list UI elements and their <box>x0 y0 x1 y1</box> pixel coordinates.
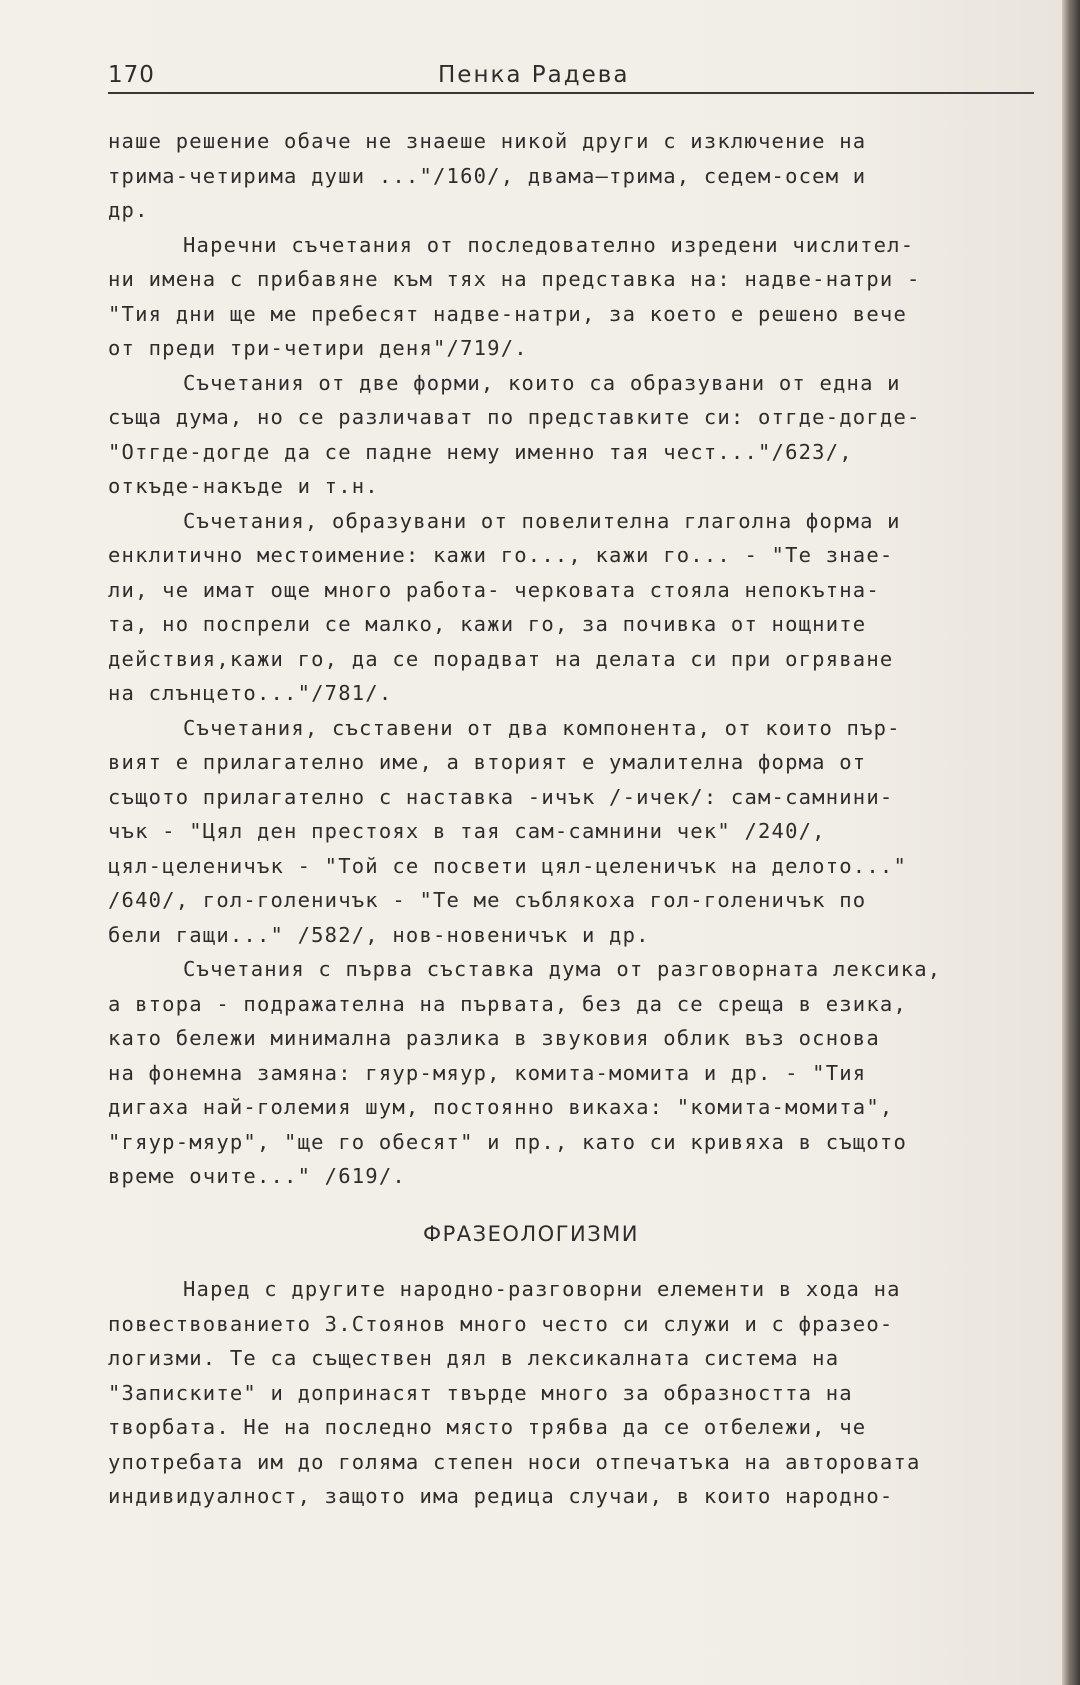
text-line: наше решение обаче не знаеше никой други с изключение на <box>108 129 867 153</box>
running-head: Пенка Радева <box>438 62 630 88</box>
text-line: от преди три-четири деня"/719/. <box>108 336 528 360</box>
text-line: логизми. Те са съществен дял в лексикалната система на <box>108 1346 840 1370</box>
text-line: "Отгде-догде да се падне нему именно тая чест..."/623/, <box>108 439 853 464</box>
text-line: трима-четирима души ..."/160/, двама—трима, седем-осем и <box>108 163 867 188</box>
text-line: Наред с другите народно-разговорни елементи в хода на <box>183 1277 901 1301</box>
text-line: "Тия дни ще ме пребесят надве-натри, за което е решено вече <box>108 301 907 326</box>
text-line: др. <box>108 198 149 222</box>
text-line: /640/, гол-голеничък - "Те ме съблякоха гол-голеничък по <box>108 888 867 912</box>
text-line: действия,кажи го, да се порадват на делата си при огряване <box>108 646 894 671</box>
text-line: дигаха най-големия шум, постоянно викаха: "комита-момита", <box>108 1095 894 1119</box>
body-text <box>108 124 1053 1194</box>
text-line: та, но поспрели се малко, кажи го, за почивка от нощните <box>108 612 867 636</box>
page-number: 170 <box>108 62 155 88</box>
text-line: Съчетания с първа съставка дума от разговорната лексика, <box>183 957 942 981</box>
text-line: бели гащи..." /582/, нов-новеничък и др. <box>108 922 650 947</box>
text-line: на слънцето..."/781/. <box>108 681 393 705</box>
text-line: откъде-накъде и т.н. <box>108 474 379 498</box>
text-line: творбата. Не на последно място трябва да се отбележи, че <box>108 1415 867 1439</box>
text-line: а втора - подражателна на първата, без да се среща в езика, <box>108 991 907 1016</box>
text-line: цял-целеничък - "Той се посвети цял-целеничък на делото..." <box>108 853 907 878</box>
text-line: Наречни съчетания от последователно изредени числител- <box>183 232 915 257</box>
text-line: "гяур-мяур", "ще го обесят" и пр., като си кривяха в същото <box>108 1129 907 1154</box>
text-line: ни имена с прибавяне към тях на представка на: надве-натри - <box>108 267 921 291</box>
text-line: Съчетания от две форми, които са образувани от една и <box>183 370 901 395</box>
text-line: Съчетания, образувани от повелителна глаголна форма и <box>183 508 901 533</box>
text-line: съща дума, но се различават по представките си: отгде-догде- <box>108 405 921 429</box>
text-line: употребата им до голяма степен носи отпечатъка на авторовата <box>108 1449 921 1474</box>
text-line: същото прилагателно с наставка -ичък /-ичек/: сам-самнини- <box>108 784 894 809</box>
text-line: "Записките" и допринасят твърде много за образността на <box>108 1380 853 1405</box>
text-line: на фонемна замяна: гяур-мяур, комита-момита и др. - "Тия <box>108 1060 867 1085</box>
text-line: време очите..." /619/. <box>108 1164 406 1188</box>
section-heading: ФРАЗЕОЛОГИЗМИ <box>423 1222 639 1246</box>
section-text <box>108 1272 1053 1514</box>
text-line: енклитично местоимение: кажи го..., кажи го... - "Те знае- <box>108 543 894 567</box>
text-line: чък - "Цял ден престоях в тая сам-самнини чек" /240/, <box>108 819 826 843</box>
text-line: повествованието З.Стоянов много често си служи и с фразео- <box>108 1311 894 1336</box>
text-line: ли, че имат още много работа- черковата стояла непокътна- <box>108 577 880 602</box>
page-header <box>108 60 1034 94</box>
text-line: вият е прилагателно име, а вторият е умалителна форма от <box>108 750 867 774</box>
text-line: като бележи минимална разлика в звуковия облик въз основа <box>108 1026 880 1050</box>
text-line: Съчетания, съставени от два компонента, от които пър- <box>183 715 901 740</box>
text-line: индивидуалност, защото има редица случаи, в които народно- <box>108 1484 894 1508</box>
book-spine-shadow <box>1062 0 1080 1685</box>
